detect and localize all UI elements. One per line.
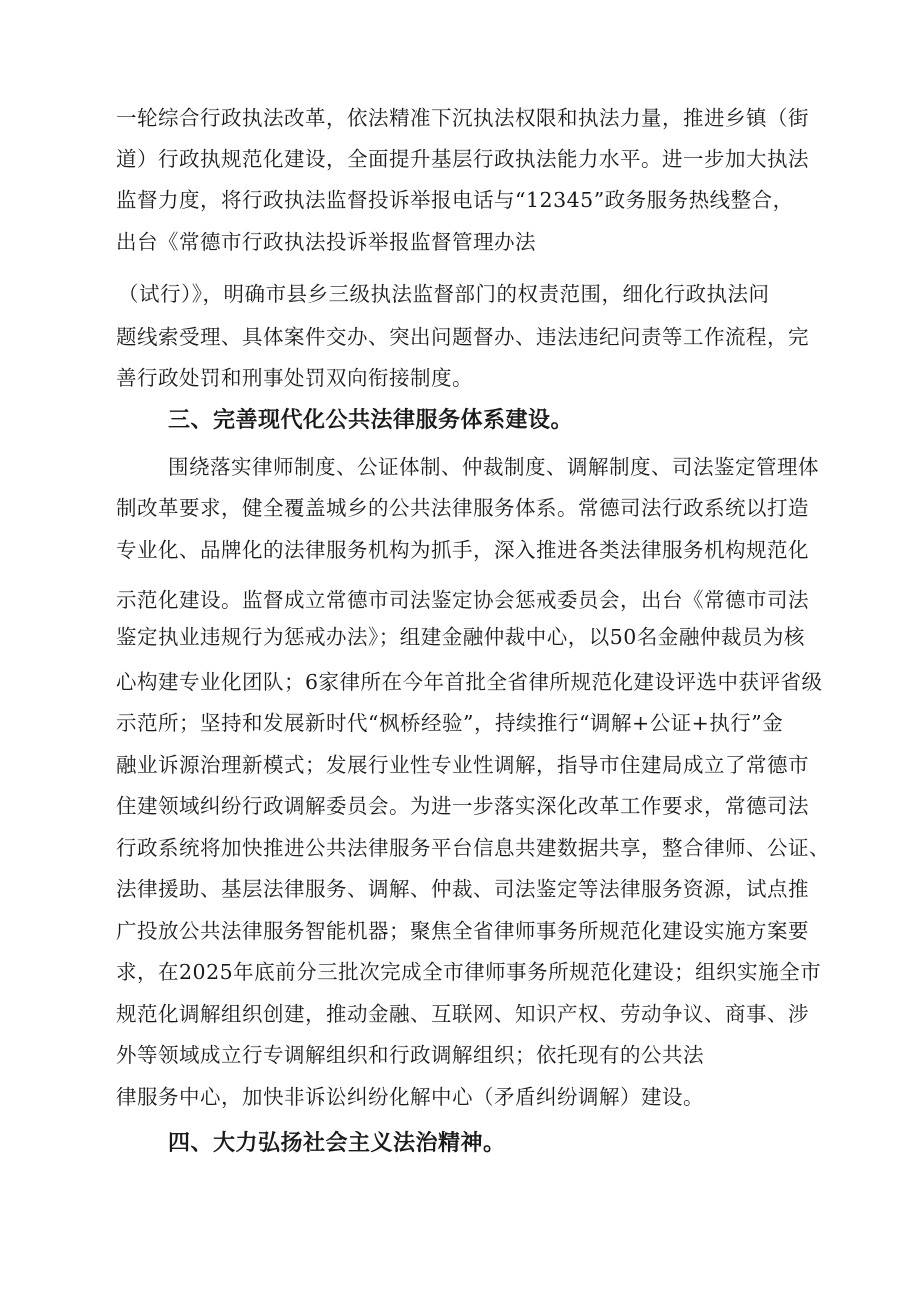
- paragraph-line: 一轮综合行政执法改革，依法精准下沉执法权限和执法力量，推进乡镇（街: [116, 106, 809, 130]
- paragraph-line: 外等领域成立行专调解组织和行政调解组织；依托现有的公共法: [116, 1043, 704, 1067]
- paragraph-line: 出台《常德市行政执法投诉举报监督管理办法: [116, 230, 536, 254]
- paragraph-line: 制改革要求，健全覆盖城乡的公共法律服务体系。常德司法行政系统以打造: [116, 496, 809, 520]
- paragraph-line: 融业诉源治理新模式；发展行业性专业性调解，指导市住建局成立了常德市: [116, 753, 809, 777]
- paragraph-line: 善行政处罚和刑事处罚双向衔接制度。: [116, 366, 473, 390]
- paragraph-line: 鉴定执业违规行为惩戒办法》；组建金融仲裁中心，以50名金融仲裁员为核: [116, 625, 805, 649]
- paragraph-line: 专业化、品牌化的法律服务机构为抓手，深入推进各类法律服务机构规范化: [116, 538, 809, 562]
- paragraph-line: 示范化建设。监督成立常德市司法鉴定协会惩戒委员会，出台《常德市司法: [116, 588, 809, 612]
- paragraph-line: 求，在2025年底前分三批次完成全市律师事务所规范化建设；组织实施全市: [116, 960, 822, 984]
- paragraph-line: 法律援助、基层法律服务、调解、仲裁、司法鉴定等法律服务资源，试点推: [116, 877, 809, 901]
- paragraph-line: 律服务中心，加快非诉讼纠纷化解中心（矛盾纠纷调解）建设。: [116, 1085, 704, 1109]
- paragraph-line: 示范所；坚持和发展新时代“枫桥经验”，持续推行“调解+公证+执行”金: [116, 711, 784, 735]
- paragraph-line: 围绕落实律师制度、公证体制、仲裁制度、调解制度、司法鉴定管理体: [168, 455, 819, 479]
- section-4-heading: 四、大力弘扬社会主义法治精神。: [168, 1131, 506, 1156]
- paragraph-line: 道）行政执规范化建设，全面提升基层行政执法能力水平。进一步加大执法: [116, 147, 809, 171]
- paragraph-line: 广投放公共法律服务智能机器；聚焦全省律师事务所规范化建设实施方案要: [116, 919, 809, 943]
- paragraph-line: 行政系统将加快推进公共法律服务平台信息共建数据共享，整合律师、公证、: [116, 836, 830, 860]
- paragraph-line: （试行）》，明确市县乡三级执法监督部门的权责范围，细化行政执法问: [118, 282, 770, 306]
- paragraph-line: 题线索受理、具体案件交办、突出问题督办、违法违纪问责等工作流程，完: [116, 325, 809, 349]
- paragraph-line: 心构建专业化团队；6家律所在今年首批全省律所规范化建设评选中获评省级: [116, 670, 823, 694]
- paragraph-line: 监督力度，将行政执法监督投诉举报电话与“12345”政务服务热线整合，: [116, 188, 794, 212]
- section-3-heading: 三、完善现代化公共法律服务体系建设。: [168, 408, 574, 433]
- paragraph-line: 住建领域纠纷行政调解委员会。为进一步落实深化改革工作要求，常德司法: [116, 794, 809, 818]
- paragraph-line: 规范化调解组织创建，推动金融、互联网、知识产权、劳动争议、商事、涉: [116, 1002, 809, 1026]
